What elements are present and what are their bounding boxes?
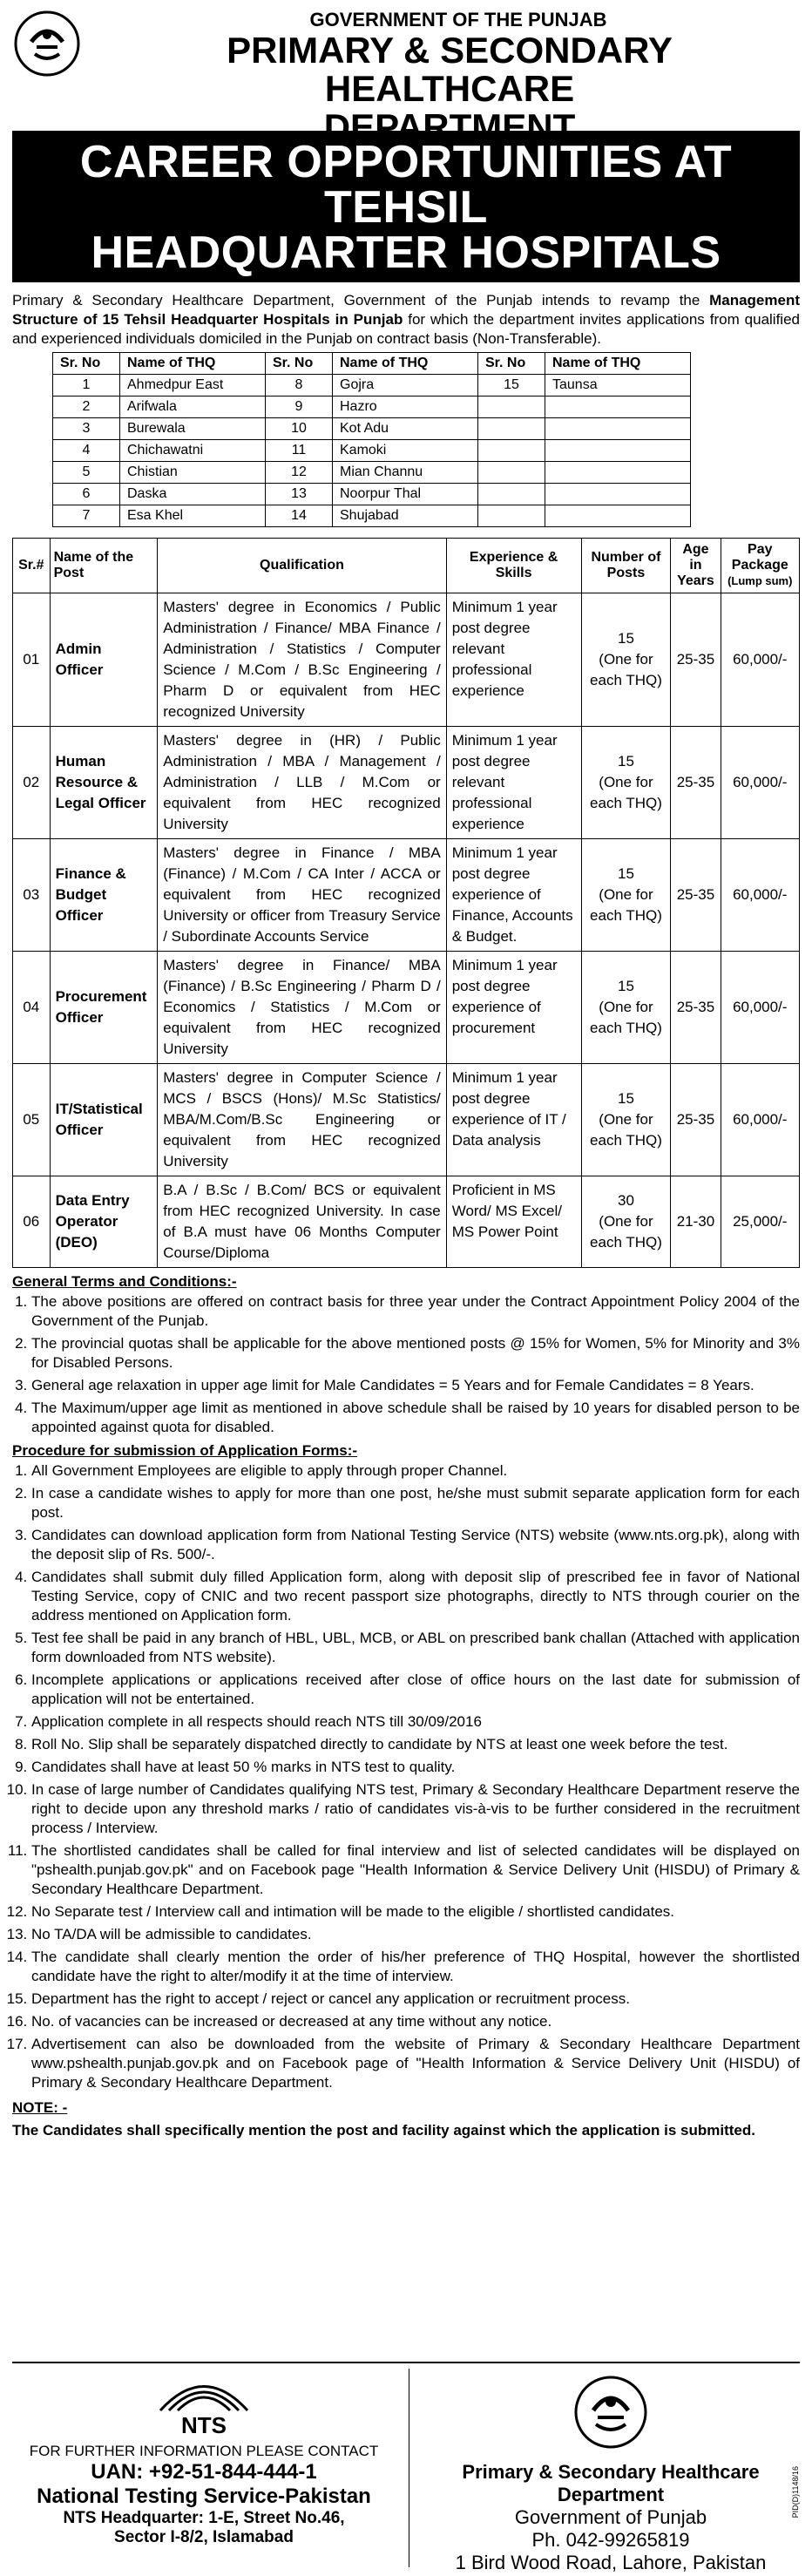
thq-col-header: Name of THQ [120, 353, 266, 375]
thq-sr-cell: 15 [478, 375, 545, 397]
nts-address-line2: Sector I-8/2, Islamabad [114, 2528, 294, 2546]
pay-sub-label: (Lump sum) [727, 574, 793, 587]
career-banner [12, 131, 800, 282]
procedure-item: 5. Test fee shall be paid in any branch of HBL, UBL, MCB, or ABL on prescribed bank challan (Attached with application form downloaded from NTS website). [31, 1629, 800, 1667]
thq-sr-cell: 4 [53, 440, 120, 462]
post-pay-cell: 60,000/- [721, 727, 799, 839]
procedure-item: 8. Roll No. Slip shall be separately dispatched directly to candidate by NTS at least one week before the test. [31, 1735, 800, 1754]
thq-name-cell: Mian Channu [333, 462, 478, 484]
thq-row [53, 418, 691, 440]
procedure-title: Procedure for submission of Application Forms:- [12, 1442, 358, 1459]
post-age-cell: 25-35 [671, 1064, 721, 1176]
post-number-cell [581, 952, 671, 1064]
thq-sr-cell: 10 [266, 418, 333, 440]
procedure-item: 4. Candidates shall submit duly filled Application form, along with deposit slip of prescribed fee in favor of National Testing Service, copy of CNIC and two recent passport size photographs, directly to NTS through courier on the address mentioned on Application form. [31, 1568, 800, 1625]
post-number-note: (One for each THQ) [590, 774, 662, 811]
col-header-pay [721, 539, 799, 593]
post-sr-cell: 03 [13, 839, 51, 952]
post-number-value: 30 [618, 1192, 634, 1209]
thq-name-cell: Burewala [120, 418, 266, 440]
post-row [13, 952, 800, 1064]
procedure-item: 14. The candidate shall clearly mention the order of his/her preference of THQ Hospital, however the shortlisted candidate have the right to alter/modify it at the time of interview. [31, 1948, 800, 1986]
post-qualification-cell: B.A / B.Sc / B.Com/ BCS or equivalent from HEC recognized University. In case of B.A must have 06 Months Computer Course/Diploma [158, 1176, 446, 1268]
thq-sr-cell [478, 484, 545, 505]
intro-text-2: for which the department invites applications from qualified and experienced individuals domiciled in the Punjab on contract basis (Non-Transferable). [12, 311, 800, 347]
post-name-cell: Admin Officer [50, 593, 158, 727]
thq-sr-cell: 14 [266, 505, 333, 527]
department-contact-block [422, 2370, 800, 2574]
thq-name-cell: Chichawatni [120, 440, 266, 462]
post-qualification-cell: Masters' degree in Finance/ MBA (Finance) / B.Sc Engineering / Pharm D / Economics / Statistics / M.Com or equivalent from HEC recognized University [158, 952, 446, 1064]
post-sr-cell: 05 [13, 1064, 51, 1176]
thq-name-cell [545, 505, 691, 527]
post-qualification-cell: Masters' degree in Finance / MBA (Finance) / M.Com / CA Inter / ACCA or equivalent from HEC recognized University or officer from Treasury Service / Subordinate Accounts Service [158, 839, 446, 952]
col-header-qualification: Qualification [158, 539, 446, 593]
post-experience-cell: Minimum 1 year post degree relevant professional experience [446, 593, 581, 727]
footer-divider [12, 2362, 800, 2363]
thq-name-cell: Kamoki [333, 440, 478, 462]
thq-sr-cell [478, 440, 545, 462]
post-number-value: 15 [618, 630, 634, 647]
punjab-govt-footer-logo-icon [572, 2370, 650, 2453]
post-qualification-cell: Masters' degree in (HR) / Public Administration / MBA / Management / Administration / LLB / M.Com or equivalent from HEC recognized University [158, 727, 446, 839]
nts-address-line1: NTS Headquarter: 1-E, Street No.46, [63, 2509, 345, 2527]
post-number-note: (One for each THQ) [590, 886, 662, 924]
thq-name-cell: Noorpur Thal [333, 484, 478, 505]
thq-row [53, 484, 691, 505]
post-number-value: 15 [618, 753, 634, 769]
post-pay-cell: 60,000/- [721, 1064, 799, 1176]
posts-table [12, 538, 800, 1268]
post-name-cell: Data Entry Operator (DEO) [50, 1176, 158, 1268]
col-header-number: Number of Posts [581, 539, 671, 593]
procedure-item: 3. Candidates can download application form from National Testing Service (NTS) website (www.nts.org.pk), along with the deposit slip of Rs. 500/-. [31, 1526, 800, 1564]
post-pay-cell: 60,000/- [721, 952, 799, 1064]
thq-name-cell: Ahmedpur East [120, 375, 266, 397]
footer-address: 1 Bird Wood Road, Lahore, Pakistan [455, 2552, 767, 2573]
contact-label: FOR FURTHER INFORMATION PLEASE CONTACT [29, 2443, 379, 2459]
footer-phone: Ph. 042-99265819 [531, 2529, 690, 2551]
procedure-item: 12. No Separate test / Interview call and intimation will be made to the eligible / shortlisted candidates. [31, 1902, 800, 1922]
post-name-cell: IT/Statistical Officer [50, 1064, 158, 1176]
post-number-cell [581, 839, 671, 952]
post-experience-cell: Minimum 1 year post degree relevant professional experience [446, 727, 581, 839]
procedure-item: 17. Advertisement can also be downloaded from the website of Primary & Secondary Healthcare Department www.pshealth.punjab.gov.pk and on Facebook page of "Health Information & Service Delivery Unit (HISDU) of Primary & Secondary Healthcare Department. [31, 2035, 800, 2092]
thq-name-cell: Shujabad [333, 505, 478, 527]
post-age-cell: 21-30 [671, 1176, 721, 1268]
post-sr-cell: 06 [13, 1176, 51, 1268]
post-experience-cell: Proficient in MS Word/ MS Excel/ MS Power Point [446, 1176, 581, 1268]
note-label: NOTE: - [12, 2099, 68, 2116]
general-term-item: 1. The above positions are offered on contract basis for three year under the Contract Appointment Policy 2004 of the Government of the Punjab. [31, 1292, 800, 1331]
note-text: The Candidates shall specifically mention the post and facility against which the application is submitted. [12, 2122, 755, 2139]
post-sr-cell: 02 [13, 727, 51, 839]
footer-gov-name: Government of Punjab [514, 2506, 707, 2528]
post-age-cell: 25-35 [671, 839, 721, 952]
thq-sr-cell: 7 [53, 505, 120, 527]
post-number-value: 15 [618, 978, 634, 994]
post-number-cell [581, 593, 671, 727]
post-name-cell: Finance & Budget Officer [50, 839, 158, 952]
post-experience-cell: Minimum 1 year post degree experience of procurement [446, 952, 581, 1064]
thq-sr-cell [478, 462, 545, 484]
thq-sr-cell: 2 [53, 397, 120, 418]
thq-name-cell: Hazro [333, 397, 478, 418]
thq-sr-cell: 11 [266, 440, 333, 462]
post-pay-cell: 60,000/- [721, 839, 799, 952]
procedure-list [12, 1461, 800, 2092]
pay-label: Pay Package [731, 542, 788, 573]
procedure-item: 9. Candidates shall have at least 50 % marks in NTS test to quality. [31, 1758, 800, 1777]
post-sr-cell: 04 [13, 952, 51, 1064]
procedure-item: 15. Department has the right to accept / reject or cancel any application or recruitment process. [31, 1990, 800, 2009]
punjab-govt-logo-icon [12, 9, 82, 78]
banner-line2: HEADQUARTER HOSPITALS [91, 227, 721, 278]
intro-paragraph [12, 291, 800, 349]
post-number-value: 15 [618, 1090, 634, 1107]
thq-row [53, 397, 691, 418]
intro-text-1: Primary & Secondary Healthcare Department, Government of the Punjab intends to revamp the [12, 292, 710, 308]
post-row [13, 1064, 800, 1176]
col-header-age: Age in Years [671, 539, 721, 593]
post-qualification-cell: Masters' degree in Economics / Public Administration / Finance/ MBA Finance / Administration / Statistics / Computer Science / M.Com / B.Sc Engineering / Pharm D or equivalent from HEC recognized University [158, 593, 446, 727]
post-row [13, 727, 800, 839]
general-terms-title: General Terms and Conditions:- [12, 1273, 237, 1290]
post-number-note: (One for each THQ) [590, 999, 662, 1036]
thq-name-cell: Gojra [333, 375, 478, 397]
col-header-name: Name of the Post [50, 539, 158, 593]
thq-sr-cell [478, 418, 545, 440]
post-age-cell: 25-35 [671, 952, 721, 1064]
post-number-cell [581, 1176, 671, 1268]
thq-col-header: Sr. No [53, 353, 120, 375]
nts-service-name: National Testing Service-Pakistan [37, 2484, 371, 2508]
thq-name-cell [545, 484, 691, 505]
department-title [99, 31, 800, 146]
general-terms-list [12, 1292, 800, 1437]
nts-logo-icon [152, 2367, 256, 2437]
banner-line1: CAREER OPPORTUNITIES AT TEHSIL [79, 137, 733, 233]
thq-sr-cell: 3 [53, 418, 120, 440]
thq-name-cell: Daska [120, 484, 266, 505]
thq-sr-cell [478, 397, 545, 418]
thq-name-cell: Arifwala [120, 397, 266, 418]
post-row [13, 839, 800, 952]
general-term-item: 4. The Maximum/upper age limit as mentioned in above schedule shall be raised by 10 years for disabled person to be appointed against quota for disabled. [31, 1399, 800, 1437]
department-title-line1: PRIMARY & SECONDARY HEALTHCARE [227, 30, 673, 109]
thq-row [53, 505, 691, 527]
pid-code: PID(D)1148/16 [791, 2466, 800, 2518]
nts-contact-block [12, 2367, 396, 2547]
procedure-item: 7. Application complete in all respects should reach NTS till 30/09/2016 [31, 1712, 800, 1732]
intro-bold: Management Structure of 15 Tehsil Headquarter Hospitals in Punjab [12, 292, 800, 328]
thq-sr-cell: 6 [53, 484, 120, 505]
procedure-item: 2. In case a candidate wishes to apply for more than one post, he/she must submit separate application form for each post. [31, 1484, 800, 1522]
post-number-value: 15 [618, 865, 634, 882]
thq-sr-cell: 1 [53, 375, 120, 397]
thq-sr-cell: 12 [266, 462, 333, 484]
thq-name-cell: Kot Adu [333, 418, 478, 440]
post-name-cell: Procurement Officer [50, 952, 158, 1064]
post-experience-cell: Minimum 1 year post degree experience of IT / Data analysis [446, 1064, 581, 1176]
thq-col-header: Name of THQ [333, 353, 478, 375]
footer-dept-name: Primary & Secondary Healthcare Department [462, 2461, 760, 2505]
post-experience-cell: Minimum 1 year post degree experience of Finance, Accounts & Budget. [446, 839, 581, 952]
procedure-item: 13. No TA/DA will be admissible to candidates. [31, 1925, 800, 1944]
thq-name-cell [545, 462, 691, 484]
post-row [13, 593, 800, 727]
thq-col-header: Sr. No [478, 353, 545, 375]
procedure-item: 16. No. of vacancies can be increased or decreased at any time without any notice. [31, 2012, 800, 2031]
thq-sr-cell: 9 [266, 397, 333, 418]
procedure-item: 6. Incomplete applications or applications received after close of office hours on the last date for submission of application will not be entertained. [31, 1671, 800, 1709]
thq-name-cell: Chistian [120, 462, 266, 484]
thq-row [53, 440, 691, 462]
thq-list-table [52, 352, 691, 527]
header [12, 9, 800, 147]
procedure-item: 1. All Government Employees are eligible to apply through proper Channel. [31, 1461, 800, 1481]
advertisement-page [12, 9, 800, 2139]
thq-col-header: Sr. No [266, 353, 333, 375]
thq-row [53, 462, 691, 484]
post-name-cell: Human Resource & Legal Officer [50, 727, 158, 839]
post-sr-cell: 01 [13, 593, 51, 727]
department-title-line2: DEPARTMENT [323, 106, 576, 147]
thq-name-cell [545, 397, 691, 418]
post-number-note: (One for each THQ) [590, 1213, 662, 1251]
post-pay-cell: 60,000/- [721, 593, 799, 727]
procedure-item: 11. The shortlisted candidates shall be called for final interview and list of selected candidates will be displayed on "pshealth.punjab.gov.pk" and on Facebook page "Health Information & Service Delivery Unit (HISDU) of Primary & Secondary Healthcare Department. [31, 1841, 800, 1899]
thq-sr-cell: 8 [266, 375, 333, 397]
col-header-sr: Sr.# [13, 539, 51, 593]
general-term-item: 3. General age relaxation in upper age limit for Male Candidates = 5 Years and for Female Candidates = 8 Years. [31, 1376, 800, 1395]
post-qualification-cell: Masters' degree in Computer Science / MCS / BSCS (Hons)/ M.Sc Statistics/ MBA/M.Com/B.Sc Engineering or equivalent from HEC recognized University [158, 1064, 446, 1176]
post-age-cell: 25-35 [671, 593, 721, 727]
thq-sr-cell: 13 [266, 484, 333, 505]
post-age-cell: 25-35 [671, 727, 721, 839]
post-row [13, 1176, 800, 1268]
nts-logo-text: NTS [181, 2412, 227, 2437]
thq-col-header: Name of THQ [545, 353, 691, 375]
thq-name-cell: Esa Khel [120, 505, 266, 527]
footer [12, 2362, 800, 2573]
general-term-item: 2. The provincial quotas shall be applicable for the above mentioned posts @ 15% for Women, 5% for Minority and 3% for Disabled Persons. [31, 1334, 800, 1373]
thq-sr-cell: 5 [53, 462, 120, 484]
procedure-item: 10. In case of large number of Candidates qualifying NTS test, Primary & Secondary Healthcare Department reserve the right to decide upon any threshold marks / ratio of candidates vis-à-vis to be further considered in the recruitment process / Interview. [31, 1780, 800, 1838]
post-number-cell [581, 1064, 671, 1176]
post-number-note: (One for each THQ) [590, 1111, 662, 1149]
post-number-cell [581, 727, 671, 839]
post-number-note: (One for each THQ) [590, 651, 662, 688]
government-title: GOVERNMENT OF THE PUNJAB [309, 9, 607, 31]
uan-number: UAN: +92-51-844-444-1 [91, 2460, 317, 2484]
thq-name-cell: Taunsa [545, 375, 691, 397]
thq-name-cell [545, 418, 691, 440]
col-header-experience: Experience & Skills [446, 539, 581, 593]
post-pay-cell: 25,000/- [721, 1176, 799, 1268]
thq-sr-cell [478, 505, 545, 527]
thq-row [53, 375, 691, 397]
thq-name-cell [545, 440, 691, 462]
